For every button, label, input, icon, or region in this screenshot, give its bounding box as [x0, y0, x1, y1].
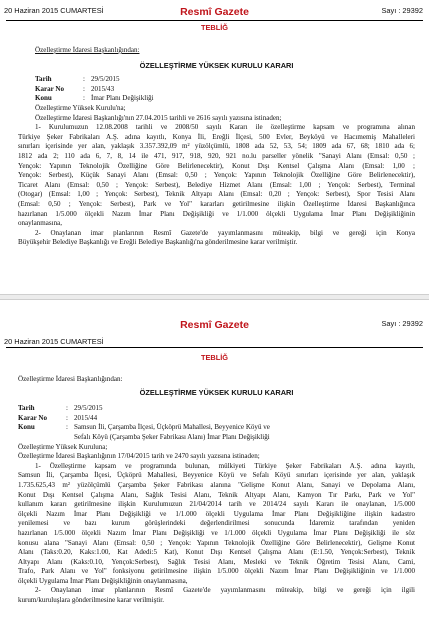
meta-key: Karar No [18, 413, 48, 422]
reference-line-2: Özelleştirme İdaresi Başkanlığının 17/04/2015 tarih ve 2470 sayılı yazısına istinaden; [18, 452, 260, 461]
gazette-page-1 [0, 0, 429, 292]
meta-row [18, 404, 415, 414]
meta-value: 29/5/2015 [74, 404, 103, 413]
issue-number-2: Sayı : 29392 [381, 319, 423, 328]
paragraph-line: Ticaret Alanı (Emsal: 0,50 ; Yençok: Serbest), Belediye Hizmet Alanı (Emsal: 1,00 ; Yençok: Serbest), Terminal [18, 180, 415, 189]
meta-colon: : [66, 413, 68, 422]
meta-row [18, 75, 415, 85]
meta-row [18, 433, 415, 443]
meta-row [18, 414, 415, 424]
paragraph-line: Samsun İli, Çarşamba İlçesi, Üçköprü Mahallesi, Beyyenice Köyü ve Sefalı Köyü sınırları içerisinde yer alan, yaklaşık [18, 471, 415, 480]
paragraph-line: 1- Kurulumuzun 12.08.2008 tarihli ve 2008/50 sayılı Kararı ile özelleştirme kapsam ve programına alınan [35, 123, 415, 132]
page-date-row-2 [0, 337, 429, 347]
issue-number: Sayı : 29392 [381, 6, 423, 15]
page-header-2 [0, 319, 429, 333]
header-date-2: 20 Haziran 2015 CUMARTESİ [4, 337, 104, 346]
paragraph-line: Büyükşehir Belediye Başkanlığı ve Ereğli Belediye Başkanlığı'na gönderilmesine karar verilmiştir. [18, 238, 298, 247]
section-teblig: TEBLİĞ [200, 23, 229, 32]
paragraph-line: Konut Dışı Kentsel Çalışma Alanı, Sağlık Tesisi Alanı, Teknik Altyapı Alanı, Kamyon Tır Parkı, Park ve Yol" [18, 490, 415, 499]
header-date: 20 Haziran 2015 CUMARTESİ [4, 6, 104, 15]
meta-row [18, 85, 415, 95]
paragraph-line: 1812 ada 2; 110 ada 6, 7, 8, 14 ile 471, 917, 918, 920, 921 no.lu parseller yönelik "Sanayi Alanı (Emsal: 0,50 ; [18, 151, 415, 160]
meta-value: Sefalı Köyü (Çarşamba Şeker Fabrikası Alanı) İmar Planı Değişikliği [74, 432, 270, 441]
header-rule [6, 20, 423, 21]
page-header [0, 6, 429, 20]
section-teblig-2: TEBLİĞ [200, 353, 229, 362]
paragraph-line: Trafo, Park Alanı ve Yol" fonksiyonu getirilmesine ilişkin 1/5.000 ölçekli Nazım İmar Planı Değişikliğinin ve 1/1.000 [18, 567, 415, 576]
meta-colon: : [83, 84, 85, 93]
paragraph-line: ölçekli Nazım İmar Planı Değişikliği ve 1/1.000 ölçekli Uygulama İmar Planı Değişikliğine ilişkin kadastro [18, 509, 415, 518]
paragraph-line: yenilemesi ve bazı kurum görüşlerindeki değerlendirilmesi sonucunda İdaremiz tarafından yeniden [18, 519, 415, 528]
decision-title: ÖZELLEŞTİRME YÜKSEK KURULU KARARI [139, 60, 294, 70]
document-body-2 [0, 375, 429, 606]
meta-value: 2015/44 [74, 413, 98, 422]
meta-key [18, 433, 66, 443]
paragraph-line: 1.735.625,43 m² yüzölçümlü Çarşamba Şeker Fabrikası alanına "Gelişme Konut Alanı, Sanayi ve Depolama Alanı, [18, 480, 415, 489]
meta-value: 29/5/2015 [91, 75, 120, 84]
meta-key: Konu [18, 423, 35, 432]
decision-title-2: ÖZELLEŞTİRME YÜKSEK KURULU KARARI [139, 387, 294, 397]
paragraph-2-2 [18, 586, 415, 605]
addressee-line: Özelleştirme Yüksek Kurulu'na; [35, 103, 126, 112]
meta-key: Konu [35, 94, 52, 103]
paragraph-line: konusu alana "Sanayi Alanı (Emsal: 0,50 ; Yençok: Yapının Teknolojik Özelliğine Göre Belirlenecektir), Gelişme Konut [18, 538, 415, 547]
paragraph-line: Türkiye Şeker Fabrikaları A.Ş. adına kayıtlı, Konya İli, Ereğli İlçesi, 500 Evler, Beyköyü ve Hacımemiş Mahalleleri [18, 132, 415, 141]
paragraph-line: kullanım kararı getirilmesine ilişkin Kurulumuzun 21/04/2014 tarih ve 2014/24 sayılı Kararı ile onaylanan, 1/5.000 [18, 500, 415, 509]
issuer-line-2: Özelleştirme İdaresi Başkanlığından: [18, 375, 123, 383]
paragraph-line: Yençok: Serbest), Küçük Sanayi Alanı (Emsal: 0,50 ; Yençok: Yapının Teknolojik Özelliğine Göre Belirlenecektir), [18, 171, 415, 180]
meta-value: İmar Planı Değişikliği [91, 94, 154, 103]
meta-colon: : [66, 404, 68, 413]
paragraph-line: 2- Onaylanan imar planlarının Resmî Gazete'de yayımlanmasını müteakip, bilgi ve gereği için Konya [35, 228, 415, 237]
paragraph-line: ölçekli Uygulama İmar Planı Değişikliğinin onaylanmasına, [18, 576, 188, 585]
document-body [0, 46, 429, 248]
meta-colon: : [83, 94, 85, 103]
meta-colon [66, 433, 74, 443]
paragraph-line: onaylanmasına, [18, 219, 63, 228]
meta-colon: : [66, 423, 68, 432]
paragraph-1-2 [18, 462, 415, 587]
paragraph-line: 2- Onaylanan imar planlarının Resmî Gazete'de yayımlanmasını müteakip, bilgi ve gereği için ilgili [35, 586, 415, 595]
paragraph-2 [18, 229, 415, 248]
addressee-line-2: Özelleştirme Yüksek Kuruluna; [18, 442, 108, 451]
paragraph-line: sınırları içerisinde yer alan, yaklaşık 3.357.392,09 m² yüzölçümlü, 1808 ada 52, 53, 54; 1809 ada 67, 68; 1810 ada 6; [18, 142, 415, 151]
gazette-page-2 [0, 300, 429, 640]
gazette-title: Resmî Gazete [180, 6, 249, 18]
paragraph-line: hazırlanan 1/5.000 ölçekli Nazım İmar Planı Değişikliği ve 1/1.000 ölçekli Uygulama İmar Planı Değişikliği ile söz [18, 528, 415, 537]
paragraph-line: Altyapı Alanı (Kaks:0.10, Yençok:Serbest), Sağlık Tesisi Alanı, Mesleki ve Teknik Öğretim Tesisi Alanı, Cami, [18, 557, 415, 566]
gazette-title-2: Resmî Gazete [180, 319, 249, 331]
paragraph-1 [18, 123, 415, 229]
header-rule-2 [6, 347, 423, 348]
meta-row [18, 423, 415, 433]
paragraph-line: (Otogar) (Emsal: 1,00 ; Yençok: Serbest), Teknik Altyapı Alanı (Emsal: 0,20 ; Yençok: Serbest), Spor Tesisi Alanı [18, 190, 415, 199]
paragraph-line: Alanı (Taks:0.20, Kaks:1.00, Kat Adedi:5 Kat), Konut Dışı Kentsel Çalışma Alanı (E:1.50, Yençok:Serbest), Teknik [18, 548, 415, 557]
meta-value: 2015/43 [91, 84, 115, 93]
meta-key: Karar No [35, 84, 65, 93]
reference-line: Özelleştirme İdaresi Başkanlığı'nın 27.04.2015 tarihli ve 2616 sayılı yazısına istinaden; [35, 113, 282, 122]
meta-colon: : [83, 75, 85, 84]
meta-value: Samsun İli, Çarşamba İlçesi, Üçköprü Mahallesi, Beyyenice Köyü ve [74, 423, 270, 432]
decision-meta-2 [18, 404, 415, 442]
meta-key: Tarih [18, 404, 35, 413]
paragraph-line: kurum/kuruluşlara gönderilmesine karar verilmiştir. [18, 596, 164, 605]
paragraph-line: (Emsal: 0,50 ; Yençok: Serbest), Park ve Yol" kararları getirilmesine ilişkin Özelleştirme İdaresi Başkanlığınca [18, 199, 415, 208]
decision-meta [18, 75, 415, 104]
meta-row [18, 94, 415, 104]
meta-key: Tarih [35, 75, 52, 84]
paragraph-line: 1- Özelleştirme kapsam ve programında bulunan, mülkiyeti Türkiye Şeker Fabrikaları A.Ş. adına kayıtlı, [35, 461, 415, 470]
paragraph-line: Yençok: Yapının Teknolojik Özelliğine Göre Belirlenecektir), Konut Dışı Kentsel Çalışma Alanı (Emsal: 1,00 ; [18, 161, 415, 170]
issuer-line: Özelleştirme İdaresi Başkanlığından: [35, 46, 140, 54]
paragraph-line: hazırlanan 1/5.000 ölçekli Nazım İmar Planı Değişikliği ve 1/1.000 ölçekli Uygulama İmar Planı Değişikliğinin [18, 209, 415, 218]
